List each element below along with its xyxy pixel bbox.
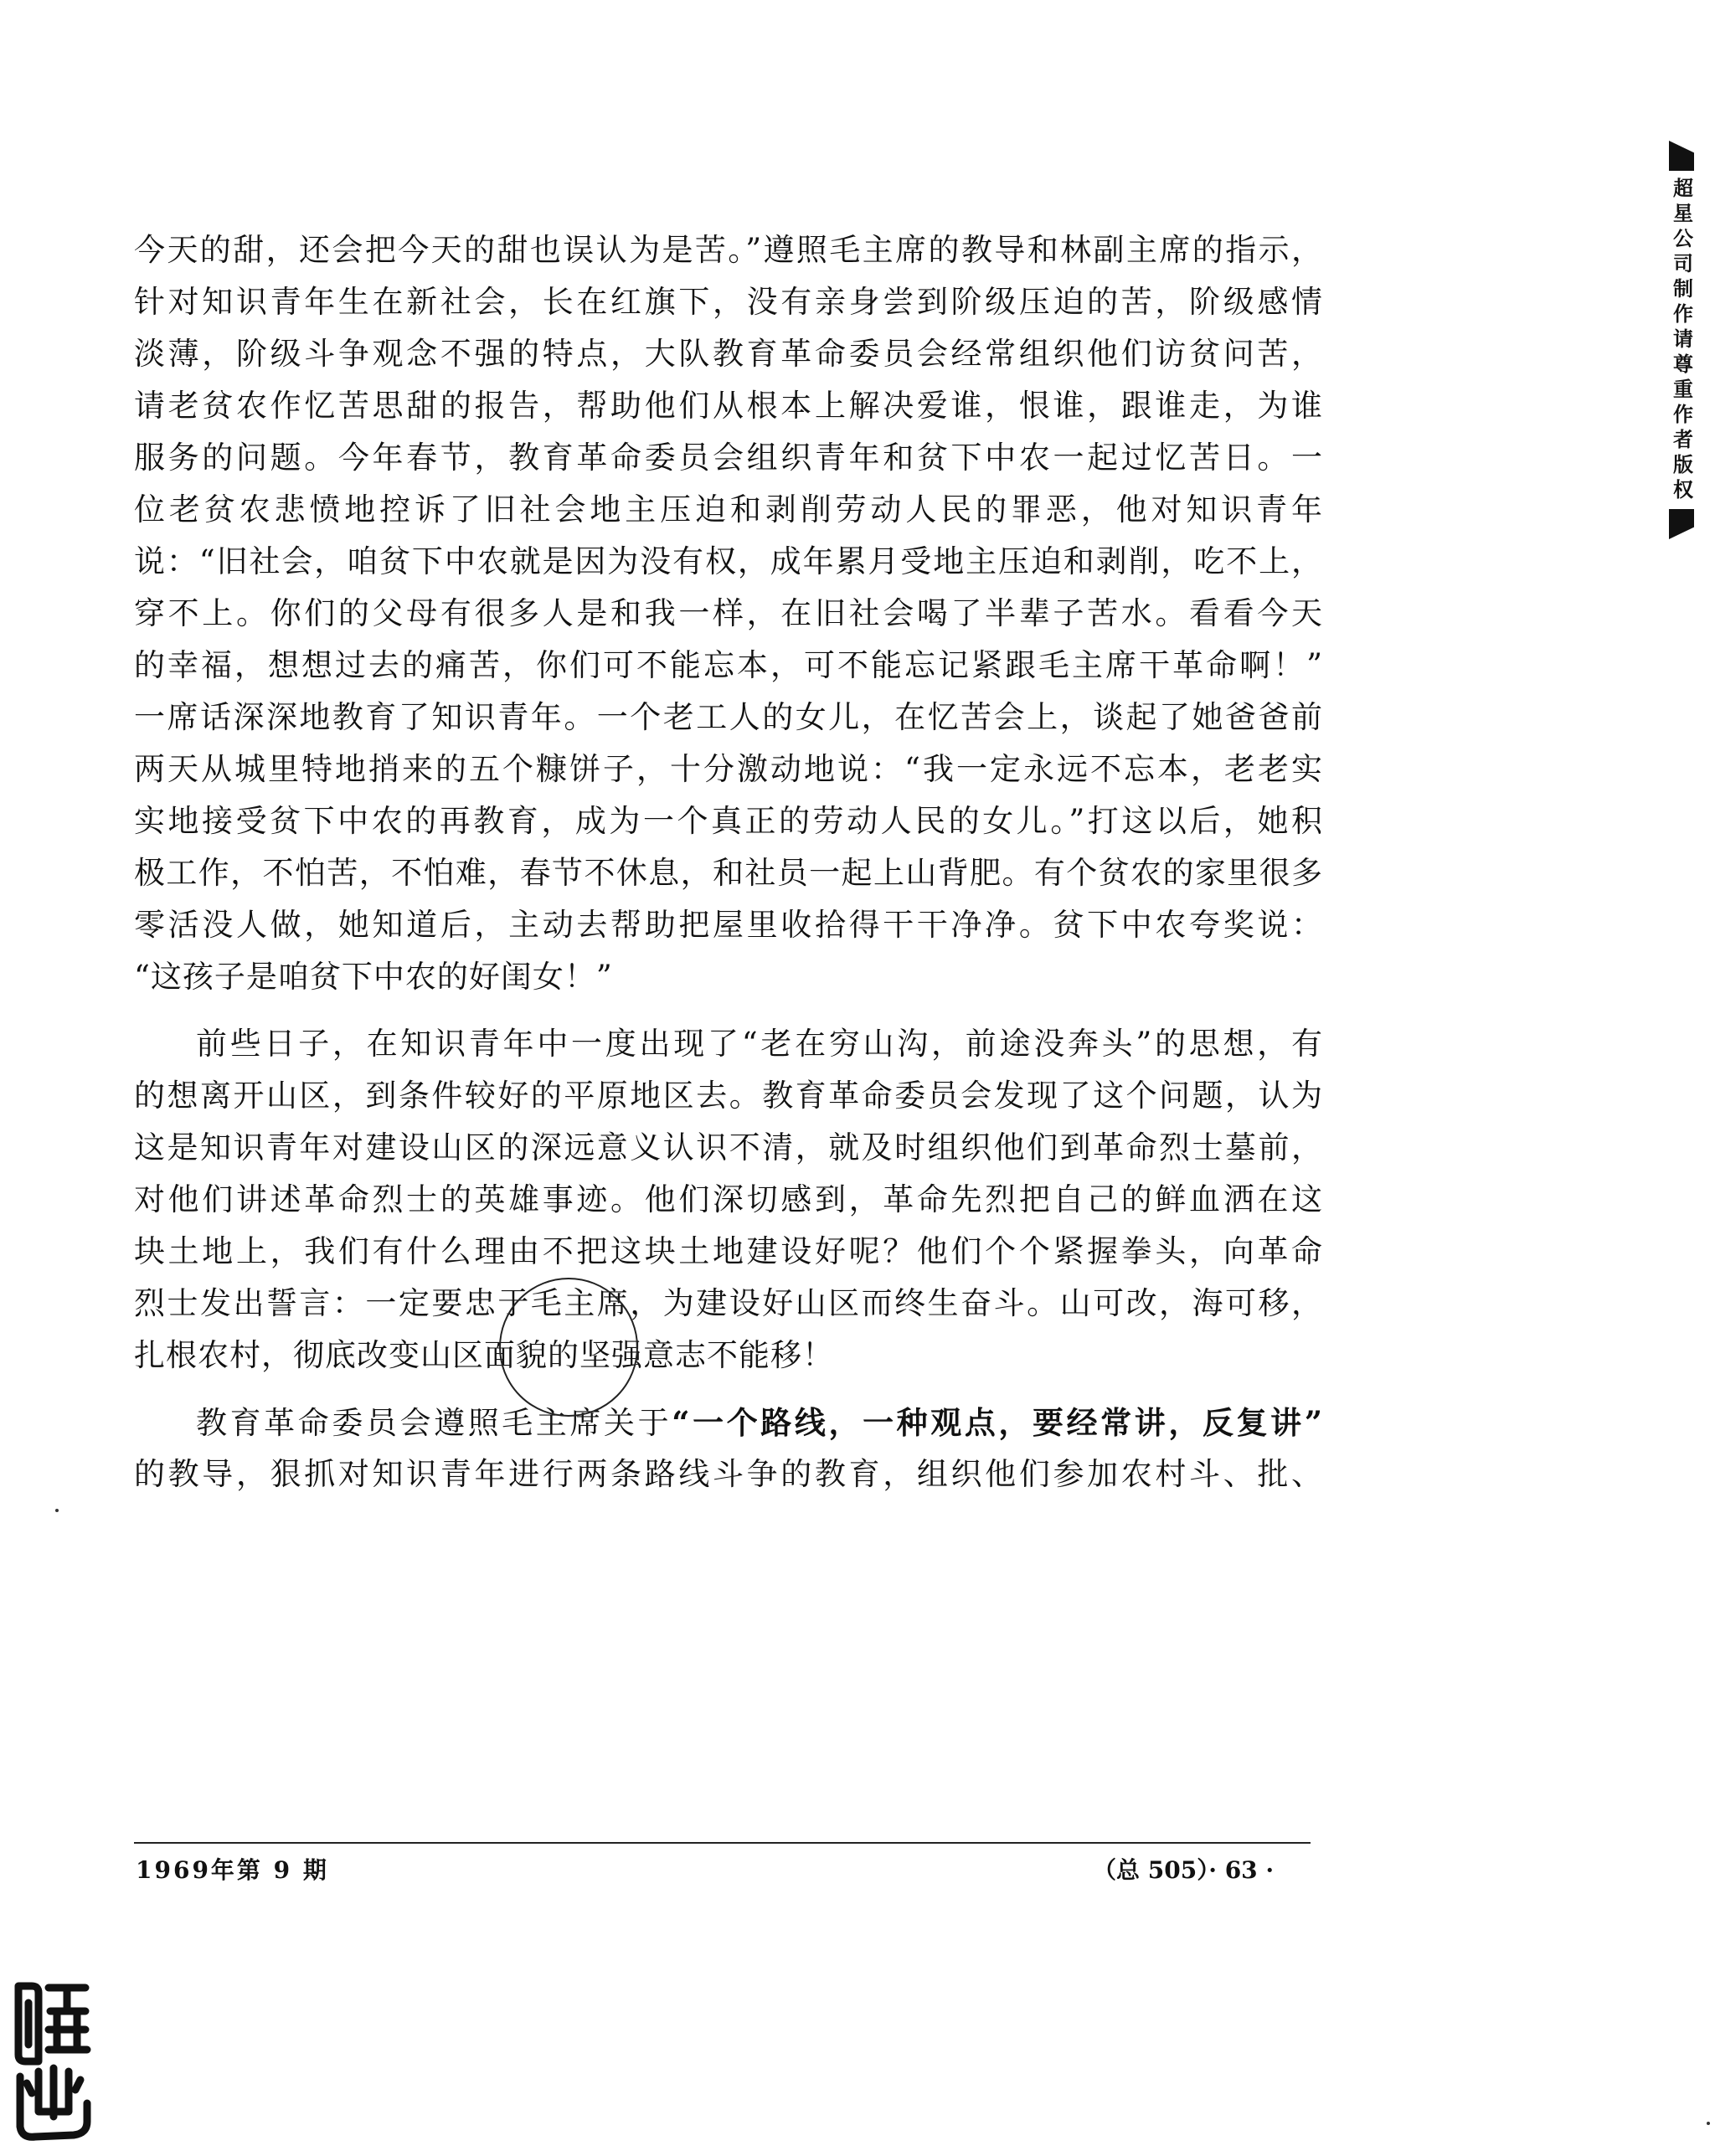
text-line: 实地接受贫下中农的再教育，成为一个真正的劳动人民的女儿。”打这以后，她积 (134, 803, 1323, 839)
paragraph-3 (134, 1397, 1323, 1500)
quote-emphasis: “一个路线，一种观点，要经常讲，反复讲” (672, 1404, 1323, 1441)
scan-circle-mark (499, 1278, 638, 1417)
text-line: 说：“旧社会，咱贫下中农就是因为没有权，成年累月受地主压迫和剥削，吃不上， (134, 543, 1323, 579)
text-line: 针对知识青年生在新社会，长在红旗下，没有亲身尝到阶级压迫的苦，阶级感情 (134, 284, 1323, 320)
paragraph-2 (134, 1018, 1323, 1382)
text-line: 的教导，狠抓对知识青年进行两条路线斗争的教育，组织他们参加农村斗、批、 (134, 1456, 1323, 1492)
banner-arrow-icon (1669, 509, 1694, 539)
scan-speck (1707, 2122, 1710, 2125)
text-line (134, 1397, 1323, 1448)
text-line: 穿不上。你们的父母有很多人是和我一样，在旧社会喝了半辈子苦水。看看今天 (134, 595, 1323, 631)
text-line: 今天的甜，还会把今天的甜也误认为是苦。”遵照毛主席的教导和林副主席的指示， (134, 232, 1323, 268)
article-body (134, 224, 1323, 1500)
page-number: （总 505）· 63 · (1093, 1856, 1275, 1884)
text-line: 对他们讲述革命烈士的英雄事迹。他们深切感到，革命先烈把自己的鲜血洒在这 (134, 1181, 1323, 1217)
text-line: 烈士发出誓言：一定要忠于毛主席，为建设好山区而终生奋斗。山可改，海可移， (134, 1285, 1323, 1321)
text-line: 服务的问题。今年春节，教育革命委员会组织青年和贫下中农一起过忆苦日。一 (134, 440, 1323, 476)
text-line: 的想离开山区，到条件较好的平原地区去。教育革命委员会发现了这个问题，认为 (134, 1078, 1323, 1114)
copyright-text: 超星公司制作请尊重作者版权 (1669, 178, 1693, 504)
scan-speck (55, 1509, 59, 1512)
text-line: 淡薄，阶级斗争观念不强的特点，大队教育革命委员会经常组织他们访贫问苦， (134, 336, 1323, 372)
issue-label: 1969年第 9 期 (136, 1856, 329, 1884)
text-line: 块土地上，我们有什么理由不把这块土地建设好呢？他们个个紧握拳头，向革命 (134, 1233, 1323, 1269)
library-seal-stamp (10, 1978, 94, 2145)
paragraph-1 (134, 224, 1323, 1003)
text-line: 一席话深深地教育了知识青年。一个老工人的女儿，在忆苦会上，谈起了她爸爸前 (134, 699, 1323, 735)
seal-icon (10, 1978, 94, 2145)
banner-arrow-icon (1669, 141, 1694, 171)
text-line: 扎根农村，彻底改变山区面貌的坚强意志不能移！ (134, 1337, 834, 1373)
text-line: 的幸福，想想过去的痛苦，你们可不能忘本，可不能忘记紧跟毛主席干革命啊！” (134, 647, 1323, 683)
text-line: “这孩子是咱贫下中农的好闺女！” (134, 959, 613, 995)
footer-divider (134, 1842, 1311, 1844)
copyright-banner (1665, 141, 1698, 539)
text-line: 零活没人做，她知道后，主动去帮助把屋里收拾得干干净净。贫下中农夸奖说： (134, 907, 1323, 943)
text-line: 请老贫农作忆苦思甜的报告，帮助他们从根本上解决爱谁，恨谁，跟谁走，为谁 (134, 388, 1323, 424)
text-span: 教育革命委员会遵照毛主席关于 (196, 1405, 672, 1441)
text-line: 极工作，不怕苦，不怕难，春节不休息，和社员一起上山背肥。有个贫农的家里很多 (134, 855, 1323, 891)
text-line: 前些日子，在知识青年中一度出现了“老在穷山沟，前途没奔头”的思想，有 (196, 1026, 1323, 1062)
text-line: 两天从城里特地捎来的五个糠饼子，十分激动地说：“我一定永远不忘本，老老实 (134, 751, 1323, 787)
text-line: 位老贫农悲愤地控诉了旧社会地主压迫和剥削劳动人民的罪恶，他对知识青年 (134, 491, 1323, 527)
text-line: 这是知识青年对建设山区的深远意义认识不清，就及时组织他们到革命烈士墓前， (134, 1129, 1323, 1165)
